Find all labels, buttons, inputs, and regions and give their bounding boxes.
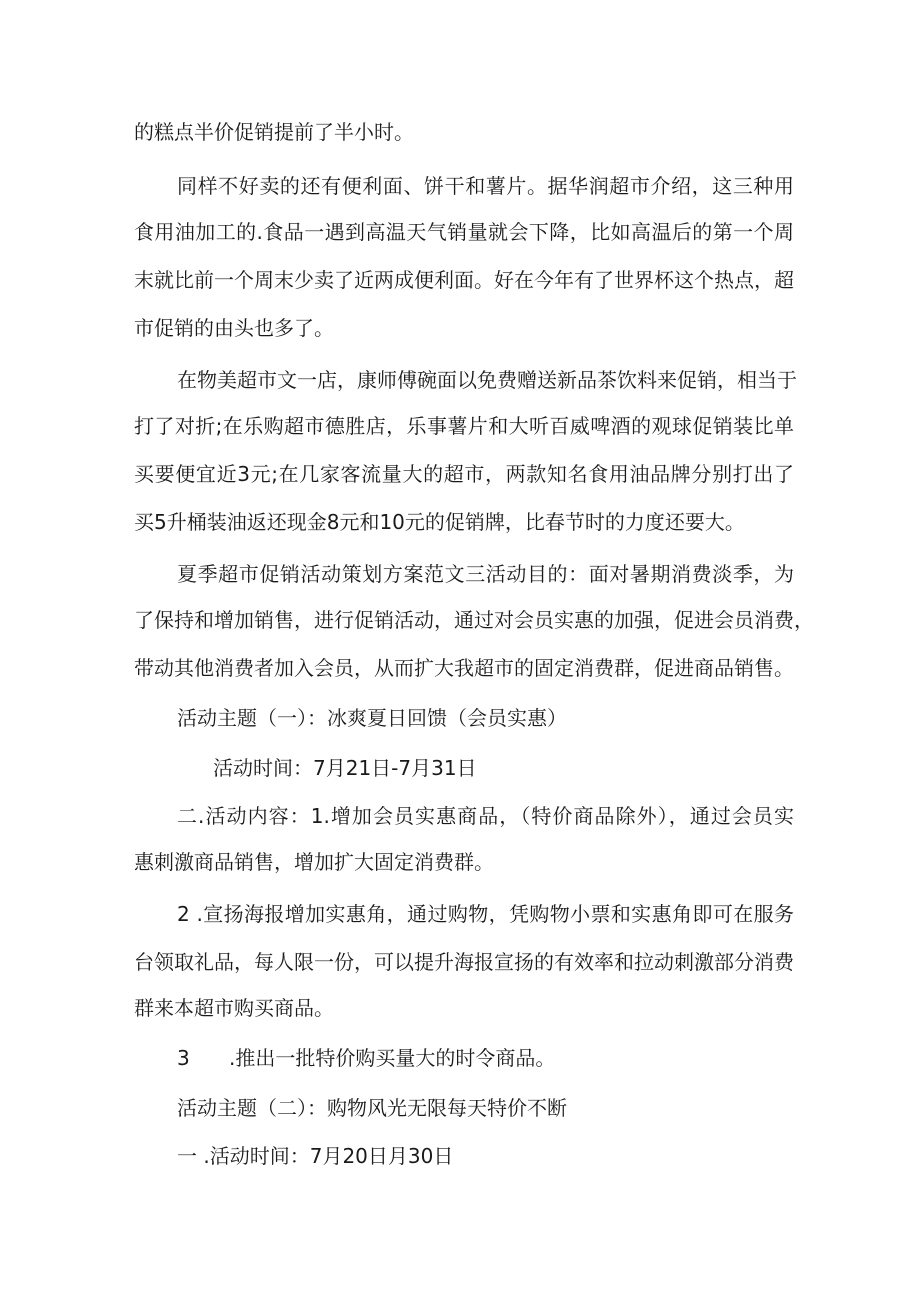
paragraph-line: 二.活动内容：1.增加会员实惠商品，（特价商品除外），通过会员实 xyxy=(177,804,794,828)
paragraph-line: 在物美超市文一店，康师傅碗面以免费赠送新品茶饮料来促销，相当于 xyxy=(177,368,797,392)
list-item xyxy=(177,1044,555,1072)
paragraph-line: 带动其他消费者加入会员，从而扩大我超市的固定消费群，促进商品销售。 xyxy=(134,656,794,680)
paragraph-line: 了保持和增加销售，进行促销活动，通过对会员实惠的加强，促进会员消费， xyxy=(134,608,814,632)
list-item-number: 3 xyxy=(177,1046,190,1070)
paragraph-line: 的糕点半价促销提前了半小时。 xyxy=(134,120,414,144)
list-item-text: .推出一批特价购买量大的时令商品。 xyxy=(229,1046,556,1070)
paragraph-line: 2 .宣扬海报增加实惠角，通过购物，凭购物小票和实惠角即可在服务 xyxy=(177,902,794,926)
section-heading: 活动主题（二）：购物风光无限每天特价不断 xyxy=(177,1096,567,1120)
section-heading: 活动主题（一）：冰爽夏日回馈（会员实惠） xyxy=(177,706,567,730)
paragraph-line: 买要便宜近3元;在几家客流量大的超市，两款知名食用油品牌分别打出了 xyxy=(134,462,794,486)
activity-time: 一 .活动时间：7月20日月30日 xyxy=(177,1144,454,1168)
paragraph-line: 末就比前一个周末少卖了近两成便利面。好在今年有了世界杯这个热点，超 xyxy=(134,268,794,292)
paragraph-line: 台领取礼品，每人限一份，可以提升海报宣扬的有效率和拉动刺激部分消费 xyxy=(134,950,794,974)
paragraph-line: 群来本超市购买商品。 xyxy=(134,996,334,1020)
paragraph-line: 夏季超市促销活动策划方案范文三活动目的：面对暑期消费淡季，为 xyxy=(177,562,794,586)
paragraph-line: 惠刺激商品销售，增加扩大固定消费群。 xyxy=(134,850,494,874)
paragraph-line: 市促销的由头也多了。 xyxy=(134,316,334,340)
paragraph-line: 买5升桶装油返还现金8元和10元的促销牌，比春节时的力度还要大。 xyxy=(134,510,745,534)
paragraph-line: 食用油加工的.食品一遇到高温天气销量就会下降，比如高温后的第一个周 xyxy=(134,220,794,244)
paragraph-line: 打了对折;在乐购超市德胜店，乐事薯片和大听百威啤酒的观球促销装比单 xyxy=(134,414,794,438)
paragraph-line: 同样不好卖的还有便利面、饼干和薯片。据华润超市介绍，这三种用 xyxy=(177,174,794,198)
activity-time: 活动时间：7月21日-7月31日 xyxy=(213,756,477,780)
